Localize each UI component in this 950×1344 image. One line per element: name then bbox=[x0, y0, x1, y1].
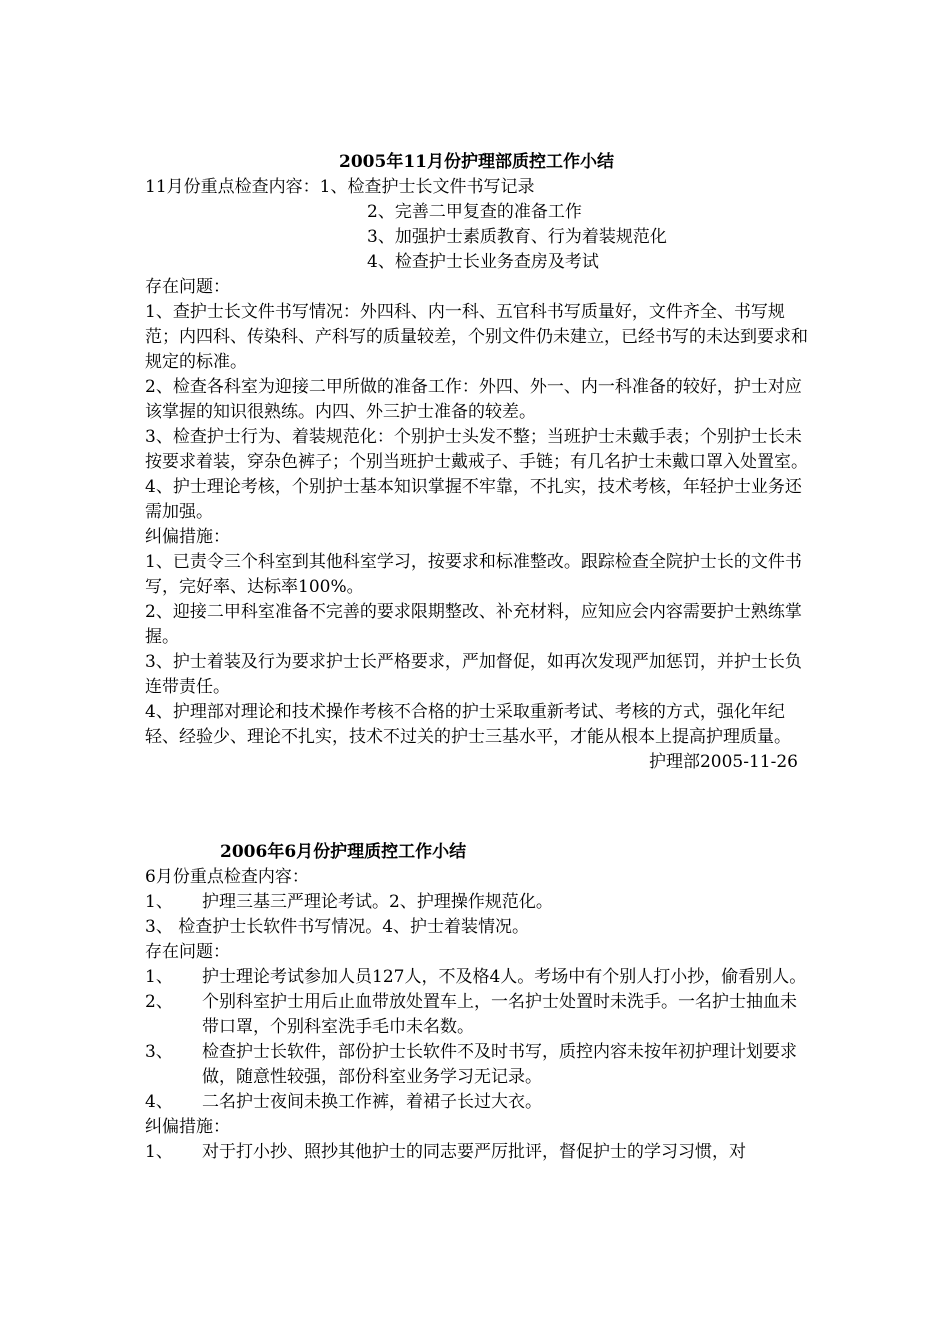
problem-item: 1、查护士长文件书写情况：外四科、内一科、五官科书写质量好，文件齐全、书写规范；内四科、传染科、产科写的质量较差，个别文件仍未建立，已经书写的未达到要求和规定的标准。 bbox=[145, 302, 808, 372]
focus-line-1: 11月份重点检查内容：1、检查护士长文件书写记录 bbox=[145, 177, 535, 197]
measures-heading: 纠偏措施： bbox=[145, 527, 230, 547]
problem-item bbox=[145, 990, 808, 1040]
problem-item bbox=[145, 1090, 808, 1115]
problems-heading: 存在问题： bbox=[145, 277, 230, 297]
focus-item bbox=[145, 890, 808, 915]
item-number: 4、 bbox=[145, 1092, 173, 1112]
item-text: 对于打小抄、照抄其他护士的同志要严厉批评，督促护士的学习习惯，对 bbox=[202, 1142, 746, 1162]
measure-item bbox=[145, 1140, 808, 1165]
problems-heading: 存在问题： bbox=[145, 942, 230, 962]
problem-item: 2、检查各科室为迎接二甲所做的准备工作：外四、外一、内一科准备的较好，护士对应该掌握的知识很熟练。内四、外三护士准备的较差。 bbox=[145, 377, 802, 422]
focus-line-4: 4、检查护士长业务查房及考试 bbox=[367, 252, 599, 272]
measure-item: 4、护理部对理论和技术操作考核不合格的护士采取重新考试、考核的方式，强化年纪轻、经验少、理论不扎实，技术不过关的护士三基水平，才能从根本上提高护理质量。 bbox=[145, 702, 791, 747]
section-gap bbox=[145, 775, 808, 840]
item-number: 1、 bbox=[145, 892, 173, 912]
focus-heading: 6月份重点检查内容： bbox=[145, 867, 309, 887]
item-number: 2、 bbox=[145, 992, 173, 1012]
measure-item: 3、护士着装及行为要求护士长严格要求，严加督促，如再次发现严加惩罚，并护士长负连带责任。 bbox=[145, 652, 802, 697]
measure-item: 1、已责令三个科室到其他科室学习，按要求和标准整改。跟踪检查全院护士长的文件书写，完好率、达标率100%。 bbox=[145, 552, 802, 597]
item-number: 1、 bbox=[145, 967, 173, 987]
report-title-2005: 2005年11月份护理部质控工作小结 bbox=[339, 152, 614, 172]
item-text: 护理三基三严理论考试。2、护理操作规范化。 bbox=[202, 892, 553, 912]
focus-item-line: 3、 检查护士长软件书写情况。4、护士着装情况。 bbox=[145, 917, 530, 937]
measures-heading: 纠偏措施： bbox=[145, 1117, 230, 1137]
item-number: 1、 bbox=[145, 1142, 173, 1162]
report-title-2006: 2006年6月份护理质控工作小结 bbox=[220, 842, 467, 862]
item-text: 二名护士夜间未换工作裤，着裙子长过大衣。 bbox=[202, 1092, 542, 1112]
measure-item: 2、迎接二甲科室准备不完善的要求限期整改、补充材料，应知应会内容需要护士熟练掌握。 bbox=[145, 602, 802, 647]
item-text: 护士理论考试参加人员127人，不及格4人。考场中有个别人打小抄，偷看别人。 bbox=[202, 967, 807, 987]
signature: 护理部2005-11-26 bbox=[648, 752, 798, 772]
problem-item: 3、检查护士行为、着装规范化：个别护士头发不整；当班护士未戴手表；个别护士长未按要求着装，穿杂色裤子；个别当班护士戴戒子、手链；有几名护士未戴口罩入处置室。 bbox=[145, 427, 808, 472]
focus-line-2: 2、完善二甲复查的准备工作 bbox=[367, 202, 582, 222]
document-content bbox=[145, 150, 808, 1165]
problem-item bbox=[145, 965, 808, 990]
item-number: 3、 bbox=[145, 1042, 173, 1062]
item-text: 检查护士长软件，部份护士长软件不及时书写，质控内容未按年初护理计划要求做，随意性较强，部份科室业务学习无记录。 bbox=[202, 1042, 797, 1087]
focus-line-3: 3、加强护士素质教育、行为着装规范化 bbox=[367, 227, 667, 247]
problem-item: 4、护士理论考核，个别护士基本知识掌握不牢靠，不扎实，技术考核，年轻护士业务还需加强。 bbox=[145, 477, 802, 522]
problem-item bbox=[145, 1040, 808, 1090]
item-text: 个别科室护士用后止血带放处置车上，一名护士处置时未洗手。一名护士抽血未带口罩，个别科室洗手毛巾未名数。 bbox=[202, 992, 797, 1037]
